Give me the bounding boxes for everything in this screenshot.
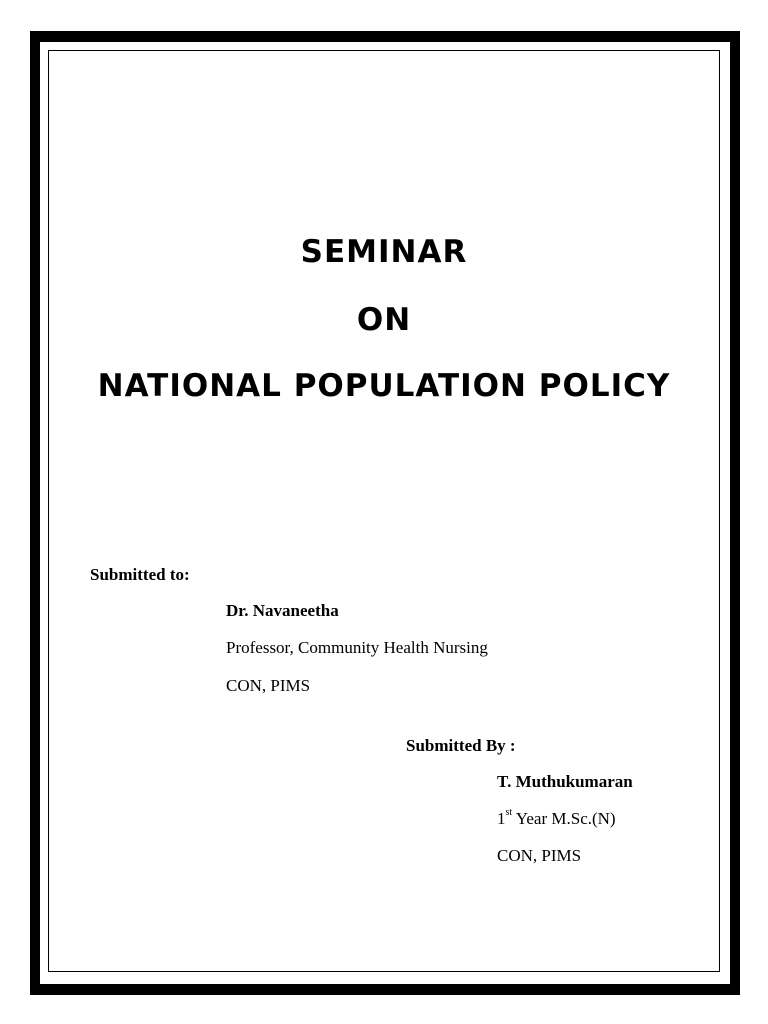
submitted-to-designation: Professor, Community Health Nursing [226, 638, 488, 657]
submitted-by-institution: CON, PIMS [497, 846, 582, 865]
submitted-by-name: T. Muthukumaran [497, 772, 633, 791]
submitted-by-label: Submitted By : [406, 736, 516, 755]
page-inner-panel [40, 42, 730, 984]
year-number: 1 [497, 809, 506, 828]
submitted-to-label: Submitted to: [90, 565, 190, 584]
title-on: ON [356, 302, 412, 338]
title-national-population-policy: NATIONAL POPULATION POLICY [97, 368, 671, 404]
page-border-frame [30, 31, 740, 995]
submitted-to-institution: CON, PIMS [226, 676, 311, 695]
year-suffix: st [505, 807, 513, 819]
year-rest: Year M.Sc.(N) [512, 809, 616, 828]
title-seminar: SEMINAR [300, 234, 468, 270]
submitted-by-year [497, 809, 616, 829]
page-inner-border-line [48, 50, 720, 972]
submitted-to-name: Dr. Navaneetha [226, 601, 339, 620]
